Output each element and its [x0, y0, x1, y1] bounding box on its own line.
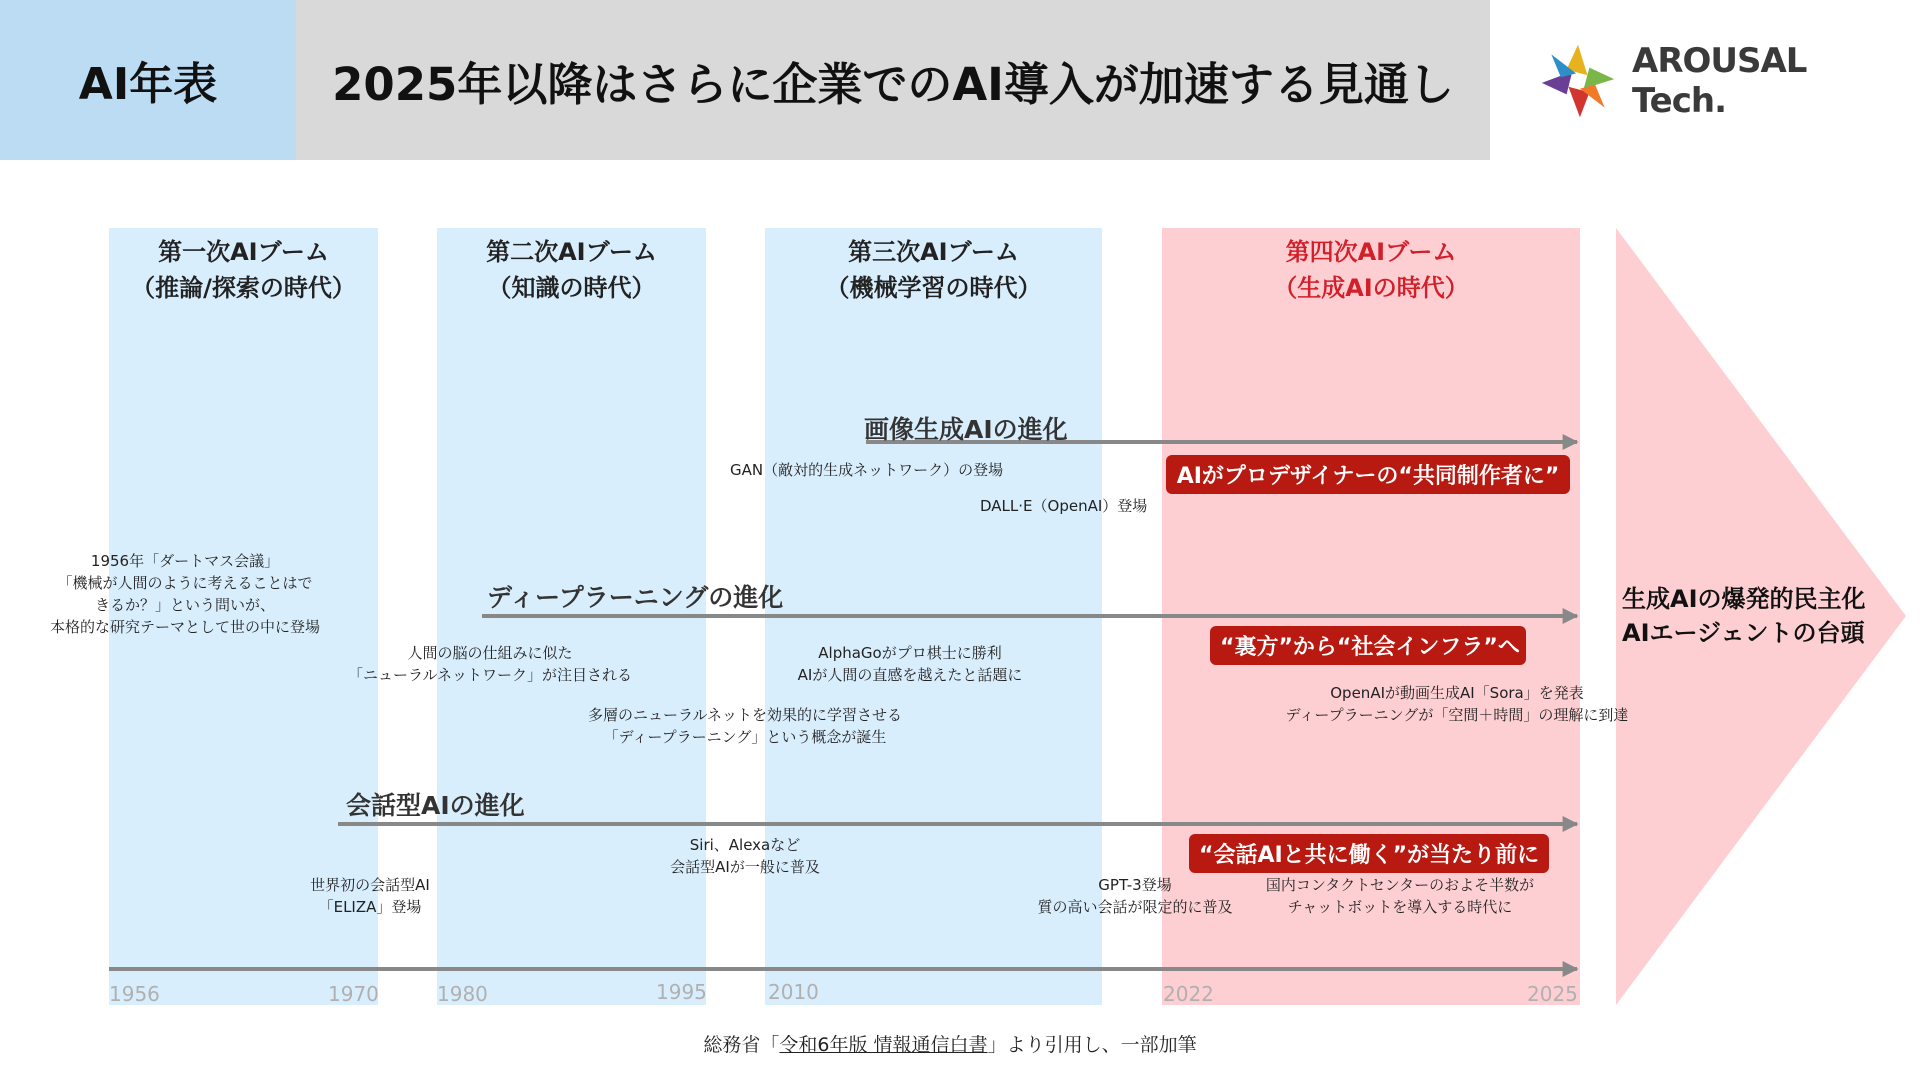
deep-callout: “裏方”から“社会インフラ”へ [1210, 626, 1526, 665]
era-title-2 [437, 234, 706, 306]
company-logo [1538, 36, 1898, 126]
deep-track-title: ディープラーニングの進化 [487, 583, 784, 612]
contact-center-note [1250, 874, 1550, 918]
deep-learning-birth-note [570, 704, 920, 748]
neural-network-line-2: 「ニューラルネットワーク」が注目される [347, 666, 633, 684]
era-title-4 [1162, 234, 1580, 306]
contact-center-line-1: 国内コンタクトセンターのおよそ半数が [1265, 876, 1535, 894]
image-callout: AIがプロデザイナーの“共同制作者に” [1166, 455, 1570, 494]
siri-alexa-line-1: Siri、Alexaなど [689, 836, 801, 854]
alphago-line-1: AlphaGoがプロ棋士に勝利 [818, 644, 1002, 662]
deep-learning-birth-line-2: 「ディープラーニング」という概念が誕生 [603, 728, 887, 746]
eliza-line-1: 世界初の会話型AI [310, 876, 430, 894]
era-3-subtitle: （機械学習の時代） [825, 274, 1042, 302]
era-1-subtitle: （推論/探索の時代） [131, 274, 356, 302]
dartmouth-line-1: 1956年「ダートマス会議」 [90, 552, 280, 570]
year-2022: 2022 [1163, 982, 1214, 1006]
era-title-1 [109, 234, 378, 306]
era-1-name: 第一次AIブーム [158, 238, 329, 266]
era-band-2 [437, 228, 706, 1005]
alphago-line-2: AIが人間の直感を越えたと話題に [797, 666, 1023, 684]
siri-alexa-line-2: 会話型AIが一般に普及 [670, 858, 820, 876]
dartmouth-note [30, 550, 340, 638]
siri-alexa-note [640, 834, 850, 878]
image-track-title: 画像生成AIの進化 [864, 415, 1068, 444]
deep-learning-birth-line-1: 多層のニューラルネットを効果的に学習させる [587, 706, 903, 724]
neural-network-note [340, 642, 640, 686]
sora-line-2: ディープラーニングが「空間＋時間」の理解に到達 [1285, 706, 1629, 724]
era-title-3 [765, 234, 1102, 306]
year-2025: 2025 [1527, 982, 1578, 1006]
white-paper-link[interactable]: 令和6年版 情報通信白書 [779, 1034, 988, 1056]
sora-note [1272, 682, 1642, 726]
gan-note: GAN（敵対的生成ネットワーク）の登場 [730, 461, 1004, 479]
year-1970: 1970 [328, 982, 379, 1006]
era-4-subtitle: （生成AIの時代） [1273, 274, 1469, 302]
pinwheel-logo-icon [1538, 39, 1618, 123]
chat-track-title: 会話型AIの進化 [346, 791, 525, 820]
eliza-line-2: 「ELIZA」登場 [318, 898, 422, 916]
chat-callout: “会話AIと共に働く”が当たり前に [1189, 834, 1549, 873]
conclusion-line-2: AIエージェントの台頭 [1622, 619, 1865, 647]
era-4-name: 第四次AIブーム [1285, 238, 1457, 266]
dalle-note: DALL·E（OpenAI）登場 [980, 497, 1148, 515]
page-title: 2025年以降はさらに企業でのAI導入が加速する見通し [296, 0, 1490, 160]
era-2-subtitle: （知識の時代） [487, 274, 656, 302]
contact-center-line-2: チャットボットを導入する時代に [1287, 898, 1513, 916]
dartmouth-line-2: 「機械が人間のように考えることはで [57, 574, 313, 592]
dartmouth-line-3: きるか？」という問いが、 [94, 596, 275, 614]
gpt3-note [1025, 874, 1245, 918]
gpt3-line-2: 質の高い会話が限定的に普及 [1037, 898, 1233, 916]
eliza-note [290, 874, 450, 918]
conclusion-line-1: 生成AIの爆発的民主化 [1622, 585, 1866, 613]
gpt3-line-1: GPT-3登場 [1098, 876, 1172, 894]
dartmouth-line-4: 本格的な研究テーマとして世の中に登場 [49, 618, 320, 636]
conclusion-text [1622, 582, 1912, 650]
citation-prefix: 総務省「 [703, 1034, 780, 1056]
sora-line-1: OpenAIが動画生成AI「Sora」を発表 [1330, 684, 1584, 702]
era-2-name: 第二次AIブーム [486, 238, 657, 266]
logo-text: AROUSAL Tech. [1632, 41, 1807, 121]
header-tag: AI年表 [0, 0, 296, 160]
year-1980: 1980 [437, 982, 488, 1006]
era-3-name: 第三次AIブーム [848, 238, 1019, 266]
neural-network-line-1: 人間の脳の仕組みに似た [407, 644, 573, 662]
alphago-note [770, 642, 1050, 686]
source-citation [0, 1030, 1900, 1057]
year-1995: 1995 [656, 980, 707, 1004]
citation-suffix: 」より引用し、一部加筆 [987, 1034, 1197, 1056]
year-1956: 1956 [109, 982, 160, 1006]
year-2010: 2010 [768, 980, 819, 1004]
